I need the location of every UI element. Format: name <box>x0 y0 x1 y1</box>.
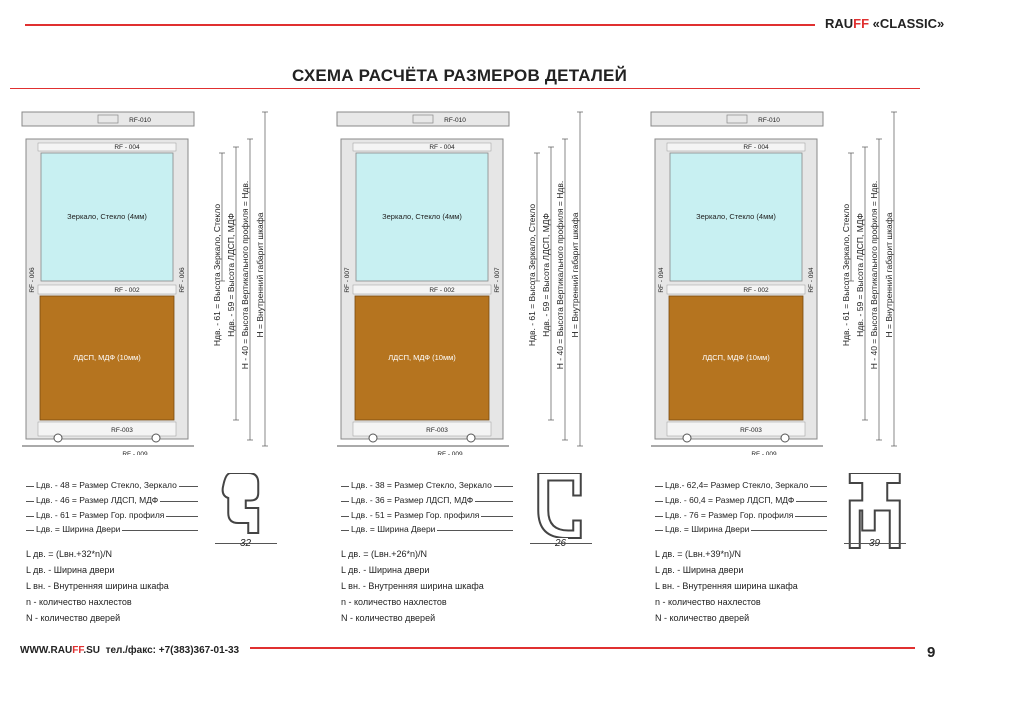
middle-bar-label: RF - 002 <box>743 287 769 294</box>
brand-prefix: RAU <box>825 16 854 31</box>
side-profile-left-label: RF - 006 <box>29 267 36 293</box>
glass-label: Зеркало, Стекло (4мм) <box>67 212 147 221</box>
glass-label: Зеркало, Стекло (4мм) <box>696 212 776 221</box>
board-label: ЛДСП, МДФ (10мм) <box>73 353 141 362</box>
brand-suffix: «CLASSIC» <box>869 16 945 31</box>
roller-left <box>54 434 62 442</box>
rail-label: RF - 009 <box>437 451 463 455</box>
v-dim-label: Ндв. - 59 = Высота ЛДСП, МДФ <box>541 213 551 337</box>
v-dim-label: Н - 40 = Высота Вертикального профиля = Ндв. <box>555 180 565 370</box>
door-drawing <box>629 95 959 455</box>
h-dim-label: Lдв. = Ширина Двери <box>36 524 121 534</box>
profile-width-label: 32 <box>240 538 252 549</box>
roller-right <box>781 434 789 442</box>
top-bar <box>38 143 176 151</box>
top-bar <box>353 143 491 151</box>
profile-width-line <box>215 543 277 544</box>
h-dim-label: Lдв. - 51 = Размер Гор. профиля <box>351 510 480 520</box>
v-dim-label: Ндв. - 61 = Высота Зеркало, Стекло <box>212 203 222 347</box>
formula-line: L дв. = (Lвн.+39*n)/N <box>655 549 741 559</box>
site-suffix: .SU <box>83 645 100 656</box>
middle-bar <box>353 285 491 294</box>
header-rule <box>25 24 815 26</box>
roller-left <box>683 434 691 442</box>
top-profile-bar <box>22 112 194 126</box>
top-profile-label: RF-010 <box>758 117 780 124</box>
profile-section <box>538 473 581 538</box>
v-dim-label: Н = Внутренний габарит шкафа <box>570 212 580 338</box>
v-dim-label: Ндв. - 59 = Высота ЛДСП, МДФ <box>226 213 236 337</box>
top-bar-label: RF - 004 <box>743 144 769 151</box>
formula-line: L дв. - Ширина двери <box>655 565 744 575</box>
roller-right <box>152 434 160 442</box>
v-dim-label: Н - 40 = Высота Вертикального профиля = Ндв. <box>869 180 879 370</box>
v-dim-label: Н = Внутренний габарит шкафа <box>884 212 894 338</box>
profile-section <box>850 473 900 548</box>
formula-line: L дв. - Ширина двери <box>26 565 115 575</box>
glass-label: Зеркало, Стекло (4мм) <box>382 212 462 221</box>
top-profile-label: RF-010 <box>129 117 151 124</box>
middle-bar-label: RF - 002 <box>114 287 140 294</box>
footer-contacts <box>20 645 239 656</box>
brand-ff: FF <box>853 16 870 31</box>
h-dim-label: Lдв. - 38 = Размер Стекло, Зеркало <box>351 480 492 490</box>
h-dim-label: Lдв. - 76 = Размер Гор. профиля <box>665 510 794 520</box>
middle-bar-label: RF - 002 <box>429 287 455 294</box>
side-profile-left-label: RF - 007 <box>344 267 351 293</box>
side-profile-right-label: RF - 006 <box>179 267 186 293</box>
formula-line: n - количество нахлестов <box>26 597 132 607</box>
page-title: СХЕМА РАСЧЁТА РАЗМЕРОВ ДЕТАЛЕЙ <box>292 66 627 85</box>
page-number: 9 <box>927 644 936 661</box>
brand-logo <box>825 16 944 31</box>
bottom-bar-label: RF-003 <box>740 427 762 434</box>
v-dim-label: Ндв. - 59 = Высота ЛДСП, МДФ <box>855 213 865 337</box>
h-dim-label: Lдв. = Ширина Двери <box>665 524 750 534</box>
diagram-profile-3 <box>629 95 959 635</box>
h-dim-label: Lдв. - 36 = Размер ЛДСП, МДФ <box>351 495 474 505</box>
profile-width-label: 26 <box>555 538 567 549</box>
formula-line: L вн. - Внутренняя ширина шкафа <box>655 581 798 591</box>
middle-bar <box>38 285 176 294</box>
h-dim-label: Lдв. - 46 = Размер ЛДСП, МДФ <box>36 495 159 505</box>
diagram-profile-1 <box>0 95 330 635</box>
h-dim-label: Lдв. = Ширина Двери <box>351 524 436 534</box>
formula-line: L вн. - Внутренняя ширина шкафа <box>26 581 169 591</box>
formula-line: L дв. - Ширина двери <box>341 565 430 575</box>
top-bar-label: RF - 004 <box>429 144 455 151</box>
bottom-bar-label: RF-003 <box>111 427 133 434</box>
v-dim-label: Н - 40 = Высота Вертикального профиля = Ндв. <box>240 180 250 370</box>
rail-label: RF - 009 <box>122 451 148 455</box>
formula-line: n - количество нахлестов <box>341 597 447 607</box>
top-bar <box>667 143 805 151</box>
top-profile-bar <box>651 112 823 126</box>
formula-line: N - количество дверей <box>655 613 750 623</box>
roller-right <box>467 434 475 442</box>
formula-line: L дв. = (Lвн.+26*n)/N <box>341 549 427 559</box>
top-profile-label: RF-010 <box>444 117 466 124</box>
door-drawing <box>0 95 330 455</box>
site-ff: FF <box>72 645 84 656</box>
h-dim-label: Lдв. - 61 = Размер Гор. профиля <box>36 510 165 520</box>
v-dim-label: Ндв. - 61 = Высота Зеркало, Стекло <box>841 203 851 347</box>
rail-label: RF - 009 <box>751 451 777 455</box>
middle-bar <box>667 285 805 294</box>
formula-line: n - количество нахлестов <box>655 597 761 607</box>
side-profile-left-label: RF - 094 <box>658 267 665 293</box>
formula-line: N - количество дверей <box>26 613 121 623</box>
profile-width-line <box>844 543 906 544</box>
footer-rule <box>250 647 915 649</box>
v-dim-label: Н = Внутренний габарит шкафа <box>255 212 265 338</box>
board-label: ЛДСП, МДФ (10мм) <box>388 353 456 362</box>
formula-line: L дв. = (Lвн.+32*n)/N <box>26 549 112 559</box>
site-prefix: WWW.RAU <box>20 645 73 656</box>
h-dim-label: Lдв. - 60,4 = Размер ЛДСП, МДФ <box>665 495 795 505</box>
top-profile-bar <box>337 112 509 126</box>
profile-section <box>223 473 259 533</box>
footer-phone: тел./факс: +7(383)367-01-33 <box>105 645 240 656</box>
door-drawing <box>315 95 645 455</box>
h-dim-label: Lдв.- 62,4= Размер Стекло, Зеркало <box>665 480 809 490</box>
formula-line: L вн. - Внутренняя ширина шкафа <box>341 581 484 591</box>
title-rule <box>10 88 920 89</box>
profile-width-line <box>530 543 592 544</box>
profile-width-label: 39 <box>869 538 881 549</box>
roller-left <box>369 434 377 442</box>
diagram-profile-2 <box>315 95 645 635</box>
formula-line: N - количество дверей <box>341 613 436 623</box>
h-dim-label: Lдв. - 48 = Размер Стекло, Зеркало <box>36 480 177 490</box>
bottom-bar-label: RF-003 <box>426 427 448 434</box>
board-label: ЛДСП, МДФ (10мм) <box>702 353 770 362</box>
side-profile-right-label: RF - 094 <box>808 267 815 293</box>
side-profile-right-label: RF - 007 <box>494 267 501 293</box>
top-bar-label: RF - 004 <box>114 144 140 151</box>
v-dim-label: Ндв. - 61 = Высота Зеркало, Стекло <box>527 203 537 347</box>
